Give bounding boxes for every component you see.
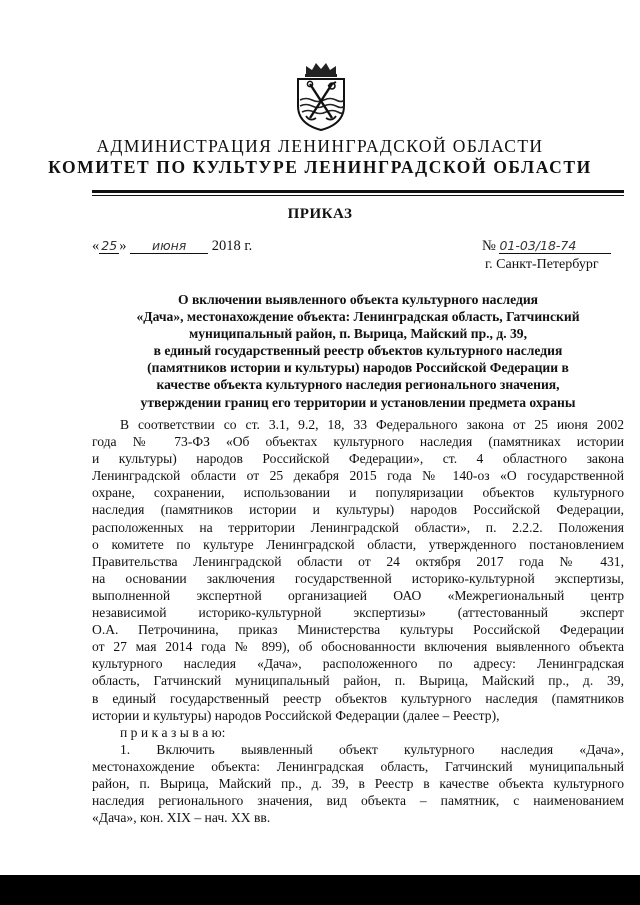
body-line: О.А. Петрочинина, приказ Министерства культуры Российской Федерации (92, 622, 624, 638)
order-city: г. Санкт-Петербург (485, 257, 599, 272)
order-heading (92, 291, 624, 411)
body-line: выполненной экспертной организацией ОАО «Межрегиональный центр (92, 587, 624, 603)
body-line: на основании заключения государственной историко-культурной экспертизы, (92, 570, 624, 586)
body-line: «Дача», кон. XIX – нач. XX вв. (92, 810, 271, 826)
body-line: расположенных на территории Ленинградской области», п. 2.2.2. Положения (92, 519, 624, 535)
date-open-quote: « (92, 238, 100, 254)
body-line: и культуры) народов Российской Федерации», ст. 4 областного закона (92, 451, 624, 467)
date-year: 2018 г. (211, 238, 253, 254)
number-value: 01-03/18-74 (499, 239, 611, 254)
body-line: независимой историко-культурной экспертизы» (аттестованный эксперт (92, 605, 624, 621)
header-divider-thin (92, 195, 624, 196)
body-line: В соответствии со ст. 3.1, 9.2, 18, 33 Федерального закона от 25 июня 2002 (120, 417, 624, 432)
body-line: местонахождение объекта: Ленинградская область, Гатчинский муниципальный (92, 758, 624, 774)
heading-line: «Дача», местонахождение объекта: Ленинградская область, Гатчинский (136, 309, 580, 325)
body-line: в единый государственный реестр объектов культурного наследия (памятников (92, 690, 624, 706)
body-line: истории и культуры) народов Российской Федерации (далее – Реестр), (92, 707, 500, 723)
body-line: наследия регионального значения, вид объекта – памятник, с наименованием (92, 793, 624, 809)
body-line: культурного наследия «Дача», расположенного по адресу: Ленинградская (92, 656, 624, 672)
heading-line: муниципальный район, п. Вырица, Майский пр., д. 39, (188, 326, 527, 342)
administration-title: АДМИНИСТРАЦИЯ ЛЕНИНГРАДСКОЙ ОБЛАСТИ (96, 136, 544, 156)
header-divider-thick (92, 190, 624, 193)
heading-line: О включении выявленного объекта культурного наследия (177, 292, 539, 307)
body-line: Правительства Ленинградской области от 24 октября 2017 года № 431, (92, 553, 624, 569)
heading-line: качестве объекта культурного наследия регионального значения, (156, 377, 560, 393)
heading-line: утверждении границ его территории и установлении предмета охраны (140, 394, 576, 410)
scan-edge-bar (0, 875, 640, 905)
body-line: охране, сохранении, использовании и популяризации объектов культурного (92, 485, 624, 501)
body-line: район, п. Вырица, Майский пр., д. 39, в Реестр в качестве объекта культурного (92, 775, 624, 791)
body-line: наследия (памятников истории и культуры) народов Российской Федерации, (92, 502, 624, 518)
date-day: 25 (99, 239, 119, 254)
body-line: о комитете по культуре Ленинградской области, утвержденного постановлением (92, 536, 624, 552)
date-month: июня (130, 239, 208, 254)
body-line: область, Гатчинский муниципальный район, п. Вырица, Майский пр., д. 39, (92, 673, 624, 689)
committee-title: КОМИТЕТ ПО КУЛЬТУРЕ ЛЕНИНГРАДСКОЙ ОБЛАСТИ (48, 157, 592, 177)
order-date (92, 238, 252, 255)
number-prefix: № (482, 238, 496, 254)
order-title: ПРИКАЗ (287, 206, 353, 222)
order-body (92, 416, 624, 826)
coat-of-arms-icon (292, 60, 350, 132)
date-close-quote: » (119, 238, 127, 254)
body-line: года № 73-ФЗ «Об объектах культурного наследия (памятниках истории (92, 434, 624, 450)
order-decree-word: п р и к а з ы в а ю: (120, 724, 226, 740)
heading-line: (памятников истории и культуры) народов Российской Федерации в (147, 360, 569, 376)
body-line: от 27 мая 2014 года № 899), об обоснованности включения выявленного объекта (92, 639, 624, 655)
body-line: Ленинградской области от 25 декабря 2015 года № 140-оз «О государственной (92, 468, 624, 484)
order-number (482, 238, 611, 255)
heading-line: в единый государственный реестр объектов культурного наследия (153, 343, 563, 359)
body-line: 1. Включить выявленный объект культурного наследия «Дача», (120, 741, 624, 757)
